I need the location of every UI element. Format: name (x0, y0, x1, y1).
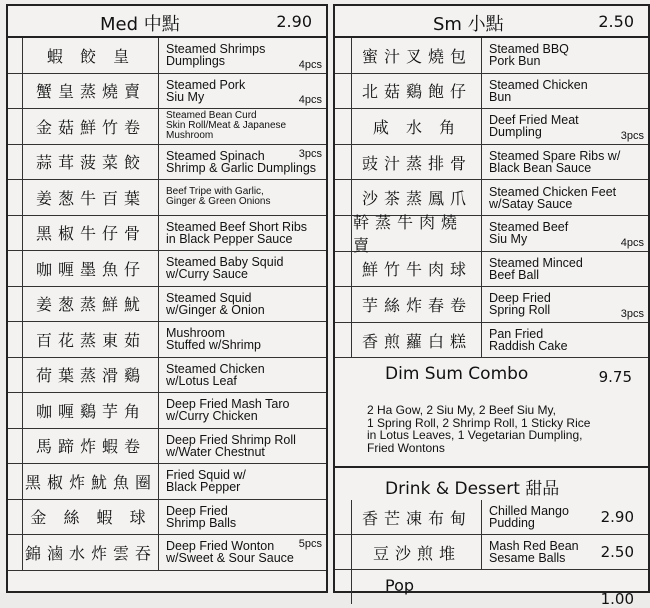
item-english-name: Steamed Baby Squid w/Curry Sauce (166, 255, 284, 282)
item-chinese-name: 芋絲炸春卷 (353, 287, 482, 322)
item-quantity: 5pcs (298, 538, 322, 550)
item-quantity: 4pcs (298, 94, 322, 106)
item-chinese-name: 荷葉蒸滑鷄 (24, 358, 159, 393)
item-english-name: Steamed Minced Beef Ball (489, 255, 583, 282)
item-english-name: Steamed Chicken w/Lotus Leaf (166, 361, 265, 388)
row-index-cell (335, 570, 352, 604)
row-index-cell (8, 358, 23, 393)
item-english-name: Deef Fried Meat Dumpling (489, 113, 579, 140)
item-english-name: Deep Fried Wonton w/Sweet & Sour Sauce (166, 539, 294, 566)
row-index-cell (8, 393, 23, 428)
item-english-name: Chilled Mango Pudding (489, 504, 569, 531)
menu-item-row (335, 145, 648, 181)
row-index-cell (8, 464, 23, 499)
med-price: 2.90 (276, 12, 312, 31)
item-chinese-name: 蜜汁叉燒包 (353, 38, 482, 73)
menu-item-row (335, 535, 648, 570)
row-index-cell (8, 38, 23, 73)
item-quantity: 4pcs (620, 236, 644, 249)
item-chinese-name: 鮮竹牛肉球 (353, 252, 482, 287)
menu-item-row (8, 429, 326, 465)
menu-item-row (8, 74, 326, 110)
menu-item-row (8, 216, 326, 252)
row-index-cell (8, 74, 23, 109)
item-chinese-name: 沙茶蒸鳳爪 (353, 180, 482, 215)
menu-item-row (8, 38, 326, 74)
item-chinese-name: 香芒凍布甸 (353, 500, 482, 534)
item-english-name: Deep Fried Shrimp Balls (166, 503, 237, 530)
menu-item-row (8, 322, 326, 358)
item-english-name: Steamed Beef Short Ribs in Black Pepper Sauce (166, 219, 308, 246)
item-chinese-name: 幹蒸牛肉燒賣 (353, 216, 482, 251)
item-quantity: 3pcs (620, 129, 644, 142)
item-chinese-name: 黑椒炸魷魚圈 (24, 464, 159, 499)
item-chinese-name: 姜葱蒸鮮魷 (24, 287, 159, 322)
pop-price: 1.00 (600, 590, 634, 608)
med-header (8, 6, 326, 38)
item-english-name: Pan Fried Raddish Cake (489, 327, 568, 354)
item-english-name: Mushroom Stuffed w/Shrimp (166, 326, 261, 353)
combo-title: Dim Sum Combo (385, 364, 529, 385)
pop-name: Pop (385, 576, 415, 596)
menu-item-row (8, 535, 326, 571)
row-index-cell (8, 180, 23, 215)
menu-item-row (8, 358, 326, 394)
med-title: Med 中點 (100, 14, 180, 35)
drink-item-list (335, 500, 648, 608)
item-price: 2.90 (600, 508, 634, 527)
item-english-name: Deep Fried Shrimp Roll w/Water Chestnut (166, 432, 296, 459)
row-index-cell (8, 216, 23, 251)
item-chinese-name: 金 絲 蝦 球 (24, 500, 159, 535)
combo-header (335, 358, 648, 396)
sm-price: 2.50 (598, 12, 634, 31)
item-chinese-name: 姜葱牛百葉 (24, 180, 159, 215)
row-index-cell (335, 323, 352, 358)
menu-item-row (8, 464, 326, 500)
menu-item-row (8, 180, 326, 216)
row-index-cell (335, 500, 352, 534)
row-index-cell (335, 252, 352, 287)
item-english-name: Steamed BBQ Pork Bun (489, 42, 569, 69)
item-price: 2.50 (600, 543, 634, 562)
row-index-cell (335, 535, 352, 569)
sm-title: Sm 小點 (433, 14, 504, 35)
item-chinese-name: 錦滷水炸雲吞 (24, 535, 159, 570)
item-english-name: Mash Red Bean Sesame Balls (489, 539, 579, 566)
menu-item-row (335, 500, 648, 535)
item-english-name: Steamed Squid w/Ginger & Onion (166, 290, 265, 317)
combo-desc-text: 2 Ha Gow, 2 Siu My, 2 Beef Siu My, 1 Spring Roll, 2 Shrimp Roll, 1 Sticky Rice in Lotus Leaves, 1 Vegetarian Dumpling, Fried Wontons (367, 403, 591, 455)
item-chinese-name: 蟹皇蒸燒賣 (24, 74, 159, 109)
item-chinese-name: 北菇鷄飽仔 (353, 74, 482, 109)
row-index-cell (335, 109, 352, 144)
menu-item-row (335, 252, 648, 288)
item-chinese-name: 百花蒸東茹 (24, 322, 159, 357)
menu-item-row (335, 38, 648, 74)
menu-item-row (335, 323, 648, 359)
item-english-name: Deep Fried Spring Roll (489, 291, 551, 318)
drink-dessert-title: Drink & Dessert 甜品 (385, 479, 560, 500)
menu-item-row (8, 393, 326, 429)
menu-item-row (335, 109, 648, 145)
item-chinese-name: 金菇鮮竹卷 (24, 109, 159, 144)
row-index-cell (335, 216, 352, 251)
pop-row (335, 570, 648, 608)
row-index-cell (335, 287, 352, 322)
row-index-cell (335, 180, 352, 215)
row-index-cell (8, 251, 23, 286)
row-index-cell (8, 429, 23, 464)
item-chinese-name: 蒜茸菠菜餃 (24, 145, 159, 180)
menu-item-row (8, 145, 326, 181)
row-index-cell (335, 38, 352, 73)
item-english-name: Fried Squid w/ Black Pepper (166, 468, 246, 495)
sm-header (335, 6, 648, 38)
row-index-cell (8, 322, 23, 357)
menu-item-row (8, 109, 326, 145)
combo-price: 9.75 (598, 368, 632, 387)
menu-item-row (335, 74, 648, 110)
row-index-cell (8, 287, 23, 322)
item-chinese-name: 咖喱鷄芋角 (24, 393, 159, 428)
row-index-cell (335, 145, 352, 180)
item-english-name: Steamed Chicken Feet w/Satay Sauce (489, 184, 617, 211)
item-quantity: 3pcs (620, 307, 644, 320)
item-quantity: 4pcs (298, 58, 322, 71)
row-index-cell (8, 109, 23, 144)
row-index-cell (8, 500, 23, 535)
med-section (6, 4, 328, 593)
item-chinese-name: 咖喱墨魚仔 (24, 251, 159, 286)
row-index-cell (8, 145, 23, 180)
row-index-cell (8, 535, 23, 570)
row-index-cell (335, 74, 352, 109)
item-english-name: Steamed Beef Siu My (489, 220, 569, 247)
item-quantity: 3pcs (298, 147, 322, 160)
med-item-list (8, 38, 326, 571)
sm-item-list (335, 38, 648, 358)
item-english-name: Steamed Spinach Shrimp & Garlic Dumplings (166, 148, 317, 175)
item-chinese-name: 黑椒牛仔骨 (24, 216, 159, 251)
item-chinese-name: 豆沙煎堆 (353, 535, 482, 569)
sm-section (333, 4, 650, 608)
item-english-name: Steamed Spare Ribs w/ Black Bean Sauce (489, 149, 621, 176)
drink-dessert-header (335, 466, 648, 500)
item-chinese-name: 咸 水 角 (353, 109, 482, 144)
item-english-name: Beef Tripe with Garlic, Ginger & Green Onions (166, 186, 271, 208)
menu-item-row (8, 251, 326, 287)
menu-item-row (8, 500, 326, 536)
item-english-name: Steamed Shrimps Dumplings (166, 42, 266, 69)
item-english-name: Steamed Bean Curd Skin Roll/Meat & Japanese Mushroom (166, 110, 287, 142)
item-chinese-name: 蝦 餃 皇 (24, 38, 159, 73)
item-chinese-name: 馬蹄炸蝦卷 (24, 429, 159, 464)
item-english-name: Steamed Chicken Bun (489, 77, 588, 104)
menu-item-row (335, 287, 648, 323)
menu-item-row (335, 213, 648, 256)
item-chinese-name: 香煎蘿白糕 (353, 323, 482, 358)
combo-description (335, 396, 648, 466)
menu-item-row (8, 287, 326, 323)
item-chinese-name: 豉汁蒸排骨 (353, 145, 482, 180)
item-english-name: Steamed Pork Siu My (166, 77, 246, 104)
item-english-name: Deep Fried Mash Taro w/Curry Chicken (166, 397, 290, 424)
